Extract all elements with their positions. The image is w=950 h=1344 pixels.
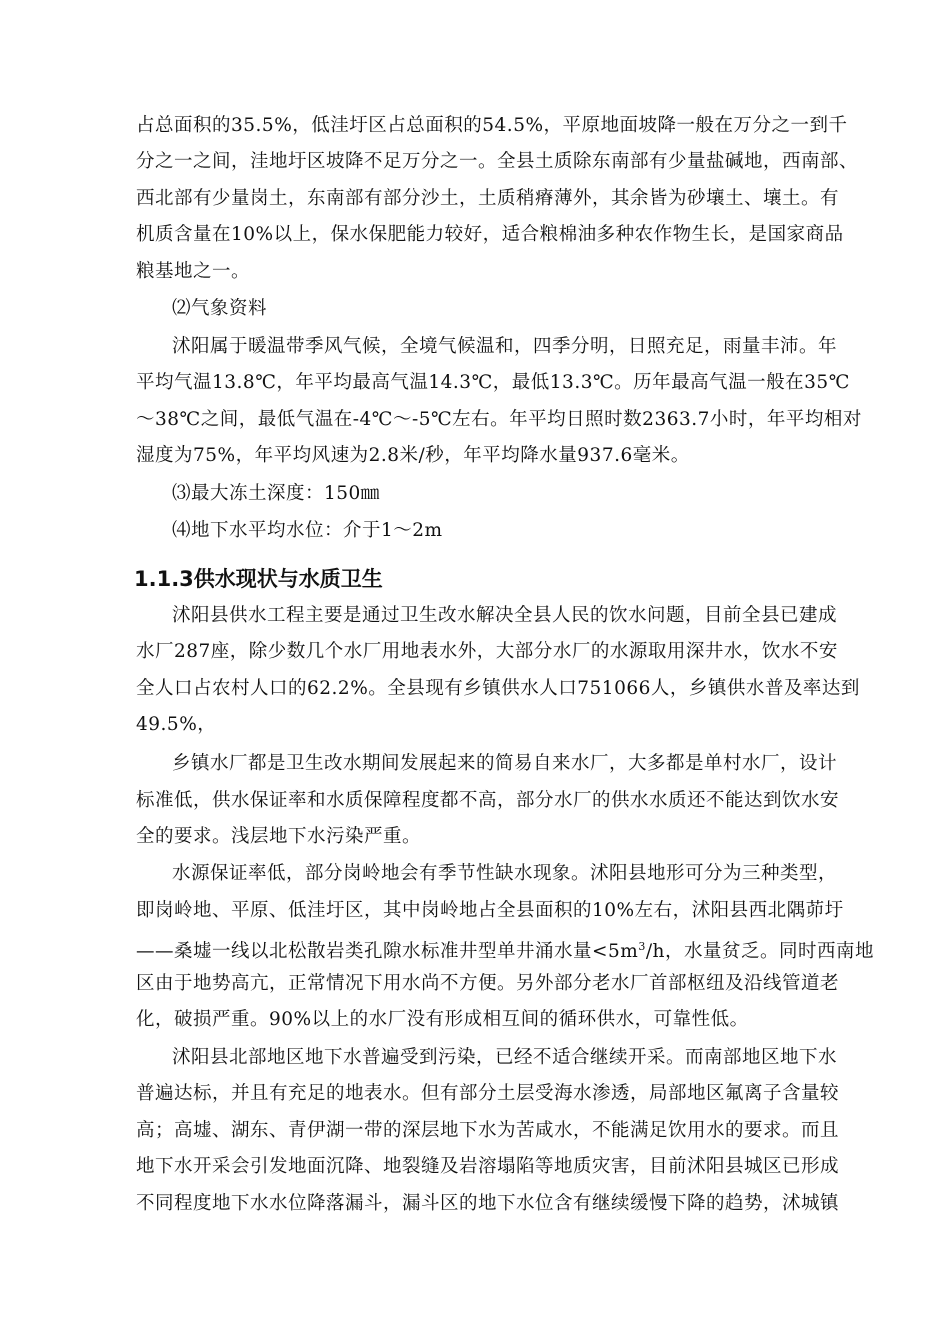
soil-line-2: 分之一之间，洼地圩区坡降不足万分之一。全县土质除东南部有少量盐碱地，西南部、 — [136, 151, 859, 172]
supply-line-2: 水厂287座，除少数几个水厂用地表水外，大部分水厂的水源取用深井水，饮水不安 — [136, 641, 838, 662]
climate-line-3: ～38℃之间，最低气温在-4℃～-5℃左右。年平均日照时数2363.7小时，年平均相对 — [136, 409, 862, 430]
soil-line-3: 西北部有少量岗土，东南部有部分沙土，土质稍瘠薄外，其余皆为砂壤土、壤土。有 — [136, 188, 840, 209]
plants-line-2: 标准低，供水保证率和水质保障程度都不高，部分水厂的供水水质还不能达到饮水安 — [136, 790, 840, 811]
soil-line-4: 机质含量在10%以上，保水保肥能力较好，适合粮棉油多种农作物生长，是国家商品 — [136, 224, 844, 245]
item-2-title: ⑵气象资料 — [172, 298, 268, 319]
pollution-line-3: 高；高墟、湖东、青伊湖一带的深层地下水为苦咸水，不能满足饮用水的要求。而且 — [136, 1120, 840, 1141]
item-4: ⑷地下水平均水位：介于1～2m — [172, 520, 443, 541]
source-line-3 — [136, 935, 874, 964]
section-heading: 1.1.3供水现状与水质卫生 — [134, 567, 383, 591]
soil-line-5: 粮基地之一。 — [136, 261, 251, 282]
cubic-superscript: 3 — [638, 940, 646, 953]
source-line-3-after: /h，水量贫乏。同时西南地 — [645, 941, 874, 962]
pollution-line-2: 普遍达标，并且有充足的地表水。但有部分土层受海水渗透，局部地区氟离子含量较 — [136, 1083, 840, 1104]
pollution-line-5: 不同程度地下水水位降落漏斗，漏斗区的地下水位含有继续缓慢下降的趋势，沭城镇 — [136, 1193, 840, 1214]
source-line-5: 化，破损严重。90%以上的水厂没有形成相互间的循环供水，可靠性低。 — [136, 1009, 749, 1030]
climate-line-1: 沭阳属于暖温带季风气候，全境气候温和，四季分明，日照充足，雨量丰沛。年 — [172, 336, 838, 357]
climate-line-4: 湿度为75%，年平均风速为2.8米/秒，年平均降水量937.6毫米。 — [136, 445, 690, 466]
supply-line-3: 全人口占农村人口的62.2%。全县现有乡镇供水人口751066人，乡镇供水普及率达到 — [136, 678, 860, 699]
supply-line-4: 49.5%， — [136, 714, 217, 735]
source-line-3-before: ——桑墟一线以北松散岩类孔隙水标准井型单井涌水量<5m — [136, 941, 639, 962]
pollution-line-4: 地下水开采会引发地面沉降、地裂缝及岩溶塌陷等地质灾害，目前沭阳县城区已形成 — [136, 1156, 840, 1177]
source-line-2: 即岗岭地、平原、低洼圩区，其中岗岭地占全县面积的10%左右，沭阳县西北隅茆圩 — [136, 900, 844, 921]
source-line-4: 区由于地势高亢，正常情况下用水尚不方便。另外部分老水厂首部枢纽及沿线管道老 — [136, 973, 840, 994]
pollution-line-1: 沭阳县北部地区地下水普遍受到污染，已经不适合继续开采。而南部地区地下水 — [172, 1047, 838, 1068]
plants-line-3: 全的要求。浅层地下水污染严重。 — [136, 826, 422, 847]
item-3: ⑶最大冻土深度：150㎜ — [172, 483, 380, 504]
supply-line-1: 沭阳县供水工程主要是通过卫生改水解决全县人民的饮水问题，目前全县已建成 — [172, 605, 838, 626]
climate-line-2: 平均气温13.8℃，年平均最高气温14.3℃，最低13.3℃。历年最高气温一般在35℃ — [136, 372, 850, 393]
soil-line-1: 占总面积的35.5%，低洼圩区占总面积的54.5%，平原地面坡降一般在万分之一到千 — [136, 115, 848, 136]
source-line-1: 水源保证率低，部分岗岭地会有季节性缺水现象。沭阳县地形可分为三种类型， — [172, 863, 838, 884]
plants-line-1: 乡镇水厂都是卫生改水期间发展起来的简易自来水厂，大多都是单村水厂，设计 — [172, 753, 838, 774]
